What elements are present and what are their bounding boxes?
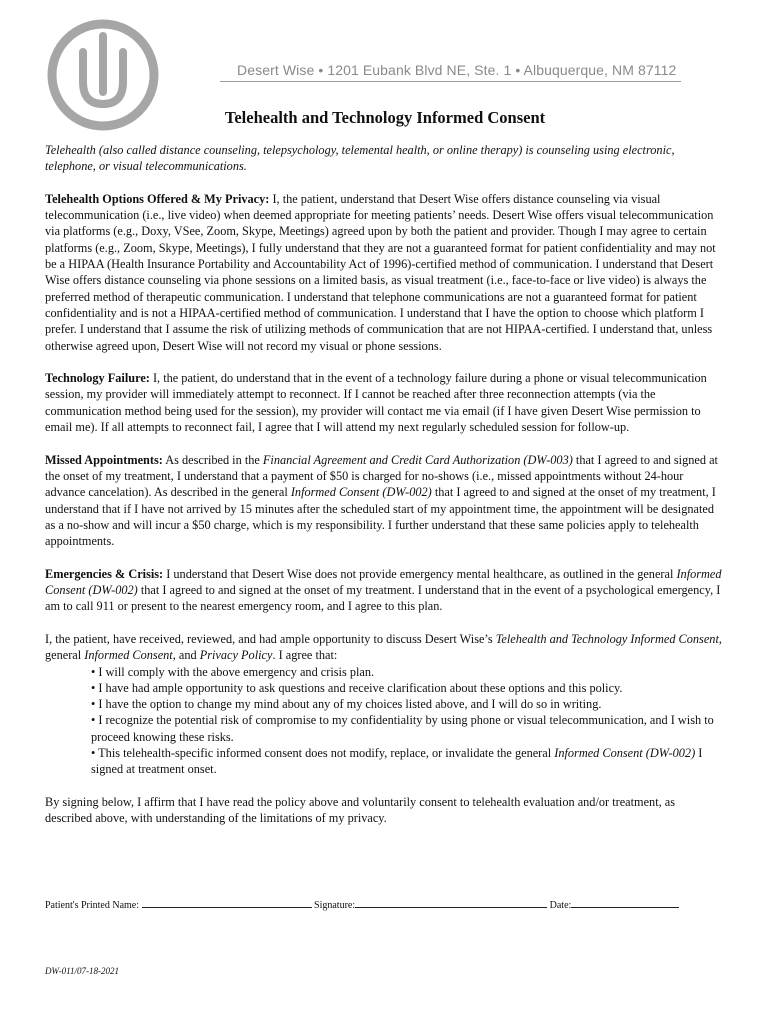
intro-paragraph: Telehealth (also called distance counseling, telepsychology, telemental health, or online therapy) is counseling using electronic, telephone, or visual telecommunications. <box>45 143 675 174</box>
signature-block <box>45 897 679 911</box>
agreement-text: , general <box>45 631 722 663</box>
section-telehealth-options <box>45 191 725 354</box>
document-reference: Informed Consent <box>84 648 173 663</box>
agreement-item-text: I signed at treatment onset. <box>91 745 703 777</box>
agreement-item: • I have the option to change my mind about any of my choices listed above, and I will do so in writing. <box>91 697 602 712</box>
agreement-text: , and <box>172 648 200 663</box>
agreement-item: • I will comply with the above emergency and crisis plan. <box>91 664 375 679</box>
signature-field[interactable] <box>355 897 547 908</box>
agreement-item: • I have had ample opportunity to ask questions and receive clarification about these options and this policy. <box>91 680 623 695</box>
section-text: I, the patient, understand that Desert Wise offers distance counseling via visual telecommunication (i.e., live video) when deemed appropriate for meeting patients’ needs. Desert Wise offers visual telecommunication via platforms (e.g., Doxy, VSee, Zoom, Skype, Meetings) agreed upon by both the patient and provider. Though I may agree to certain platforms (e.g., Zoom, Skype, Meetings), I fully understand that they are not a guaranteed format for patient confidentiality and may not be a HIPAA (Health Insurance Portability and Accountability Act of 1996)-certified method of communication. I understand that Desert Wise offers distance counseling via phone sessions on a limited basis, as visual treatment (i.e., face-to-face or live video) is always the preferred method of therapeutic communication. I understand that telephone communications are not a guaranteed format for patient confidentiality and is not a HIPAA-certified method of communication. I understand that I have the option to choose which platform I prefer. I understand that I assume the risk of utilizing methods of communication that are not HIPAA-certified. I understand that, unless otherwise agreed upon, Desert Wise will not record my visual or phone sessions. <box>45 191 716 353</box>
agreement-text: I, the patient, have received, reviewed, and had ample opportunity to discuss Desert Wise’s <box>45 631 496 646</box>
document-reference: Privacy Policy <box>199 648 273 663</box>
section-text: that I agreed to and signed at the onset of my treatment, I understand that a payment of $50 is charged for no-shows (i.e., missed appointments without 24-hour advance cancelation). As described in the general <box>45 452 718 500</box>
date-label: Date: <box>549 900 572 911</box>
header-divider <box>220 81 681 82</box>
section-missed-appointments <box>45 452 725 550</box>
section-heading: Technology Failure: <box>45 371 150 386</box>
document-body <box>45 142 725 843</box>
section-emergencies <box>45 566 725 615</box>
agreement-item: • I recognize the potential risk of compromise to my confidentiality by using phone or visual telecommunication, and I wish to proceed knowing these risks. <box>91 713 714 744</box>
document-reference: Informed Consent (DW-002) <box>290 485 432 500</box>
section-technology-failure <box>45 370 725 435</box>
section-heading: Emergencies & Crisis: <box>45 566 164 581</box>
document-reference: Financial Agreement and Credit Card Authorization (DW-003) <box>262 452 573 467</box>
agreement-item <box>91 745 725 778</box>
document-code: DW-011/07-18-2021 <box>45 966 119 976</box>
header-address: Desert Wise • 1201 Eubank Blvd NE, Ste. 1 • Albuquerque, NM 87112 <box>237 62 677 78</box>
agreement-text: . I agree that: <box>272 648 338 663</box>
section-text: I understand that Desert Wise does not provide emergency mental healthcare, as outlined in the general <box>163 566 677 581</box>
document-reference: Telehealth and Technology Informed Consent <box>495 631 719 646</box>
agreement-paragraph <box>45 631 725 664</box>
printed-name-label: Patient's Printed Name: <box>45 900 140 911</box>
document-reference: Informed Consent (DW-002) <box>554 745 696 760</box>
signature-label: Signature: <box>314 900 356 911</box>
agreement-item-text: • This telehealth-specific informed consent does not modify, replace, or invalidate the general <box>91 745 555 760</box>
section-heading: Telehealth Options Offered & My Privacy: <box>45 191 270 206</box>
section-text: I, the patient, do understand that in the event of a technology failure during a phone or visual telecommunication session, my provider will immediately attempt to reconnect. If I cannot be reached after three reconnection attempts (via the communication method being used for the session), my provider will contact me via email (if I have given Desert Wise permission to email me). If all attempts to reconnect fail, I agree that I will attend my next regularly scheduled session for follow-up. <box>45 371 707 435</box>
section-text: that I agreed to and signed at the onset of my treatment, I understand that if I have not arrived by 15 minutes after the scheduled start of my appointment time, the appointment will be designated as a no-show and will incur a $50 charge, which is my responsibility. I further understand that these same policies apply to telehealth appointments. <box>45 485 716 549</box>
document-reference: Informed Consent (DW-002) <box>45 566 722 598</box>
closing-paragraph: By signing below, I affirm that I have read the policy above and voluntarily consent to telehealth evaluation and/or treatment, as described above, with understanding of the limitations of my privacy. <box>45 794 676 826</box>
date-field[interactable] <box>571 897 679 908</box>
document-title: Telehealth and Technology Informed Consent <box>224 108 546 127</box>
agreement-list <box>45 664 725 778</box>
printed-name-field[interactable] <box>142 897 312 908</box>
section-text: As described in the <box>162 452 263 467</box>
section-heading: Missed Appointments: <box>45 452 163 467</box>
section-text: that I agreed to and signed at the onset of my treatment. I understand that in the event of a psychological emergency, I am to call 911 or present to the nearest emergency room, and I agree to this plan. <box>45 583 721 614</box>
